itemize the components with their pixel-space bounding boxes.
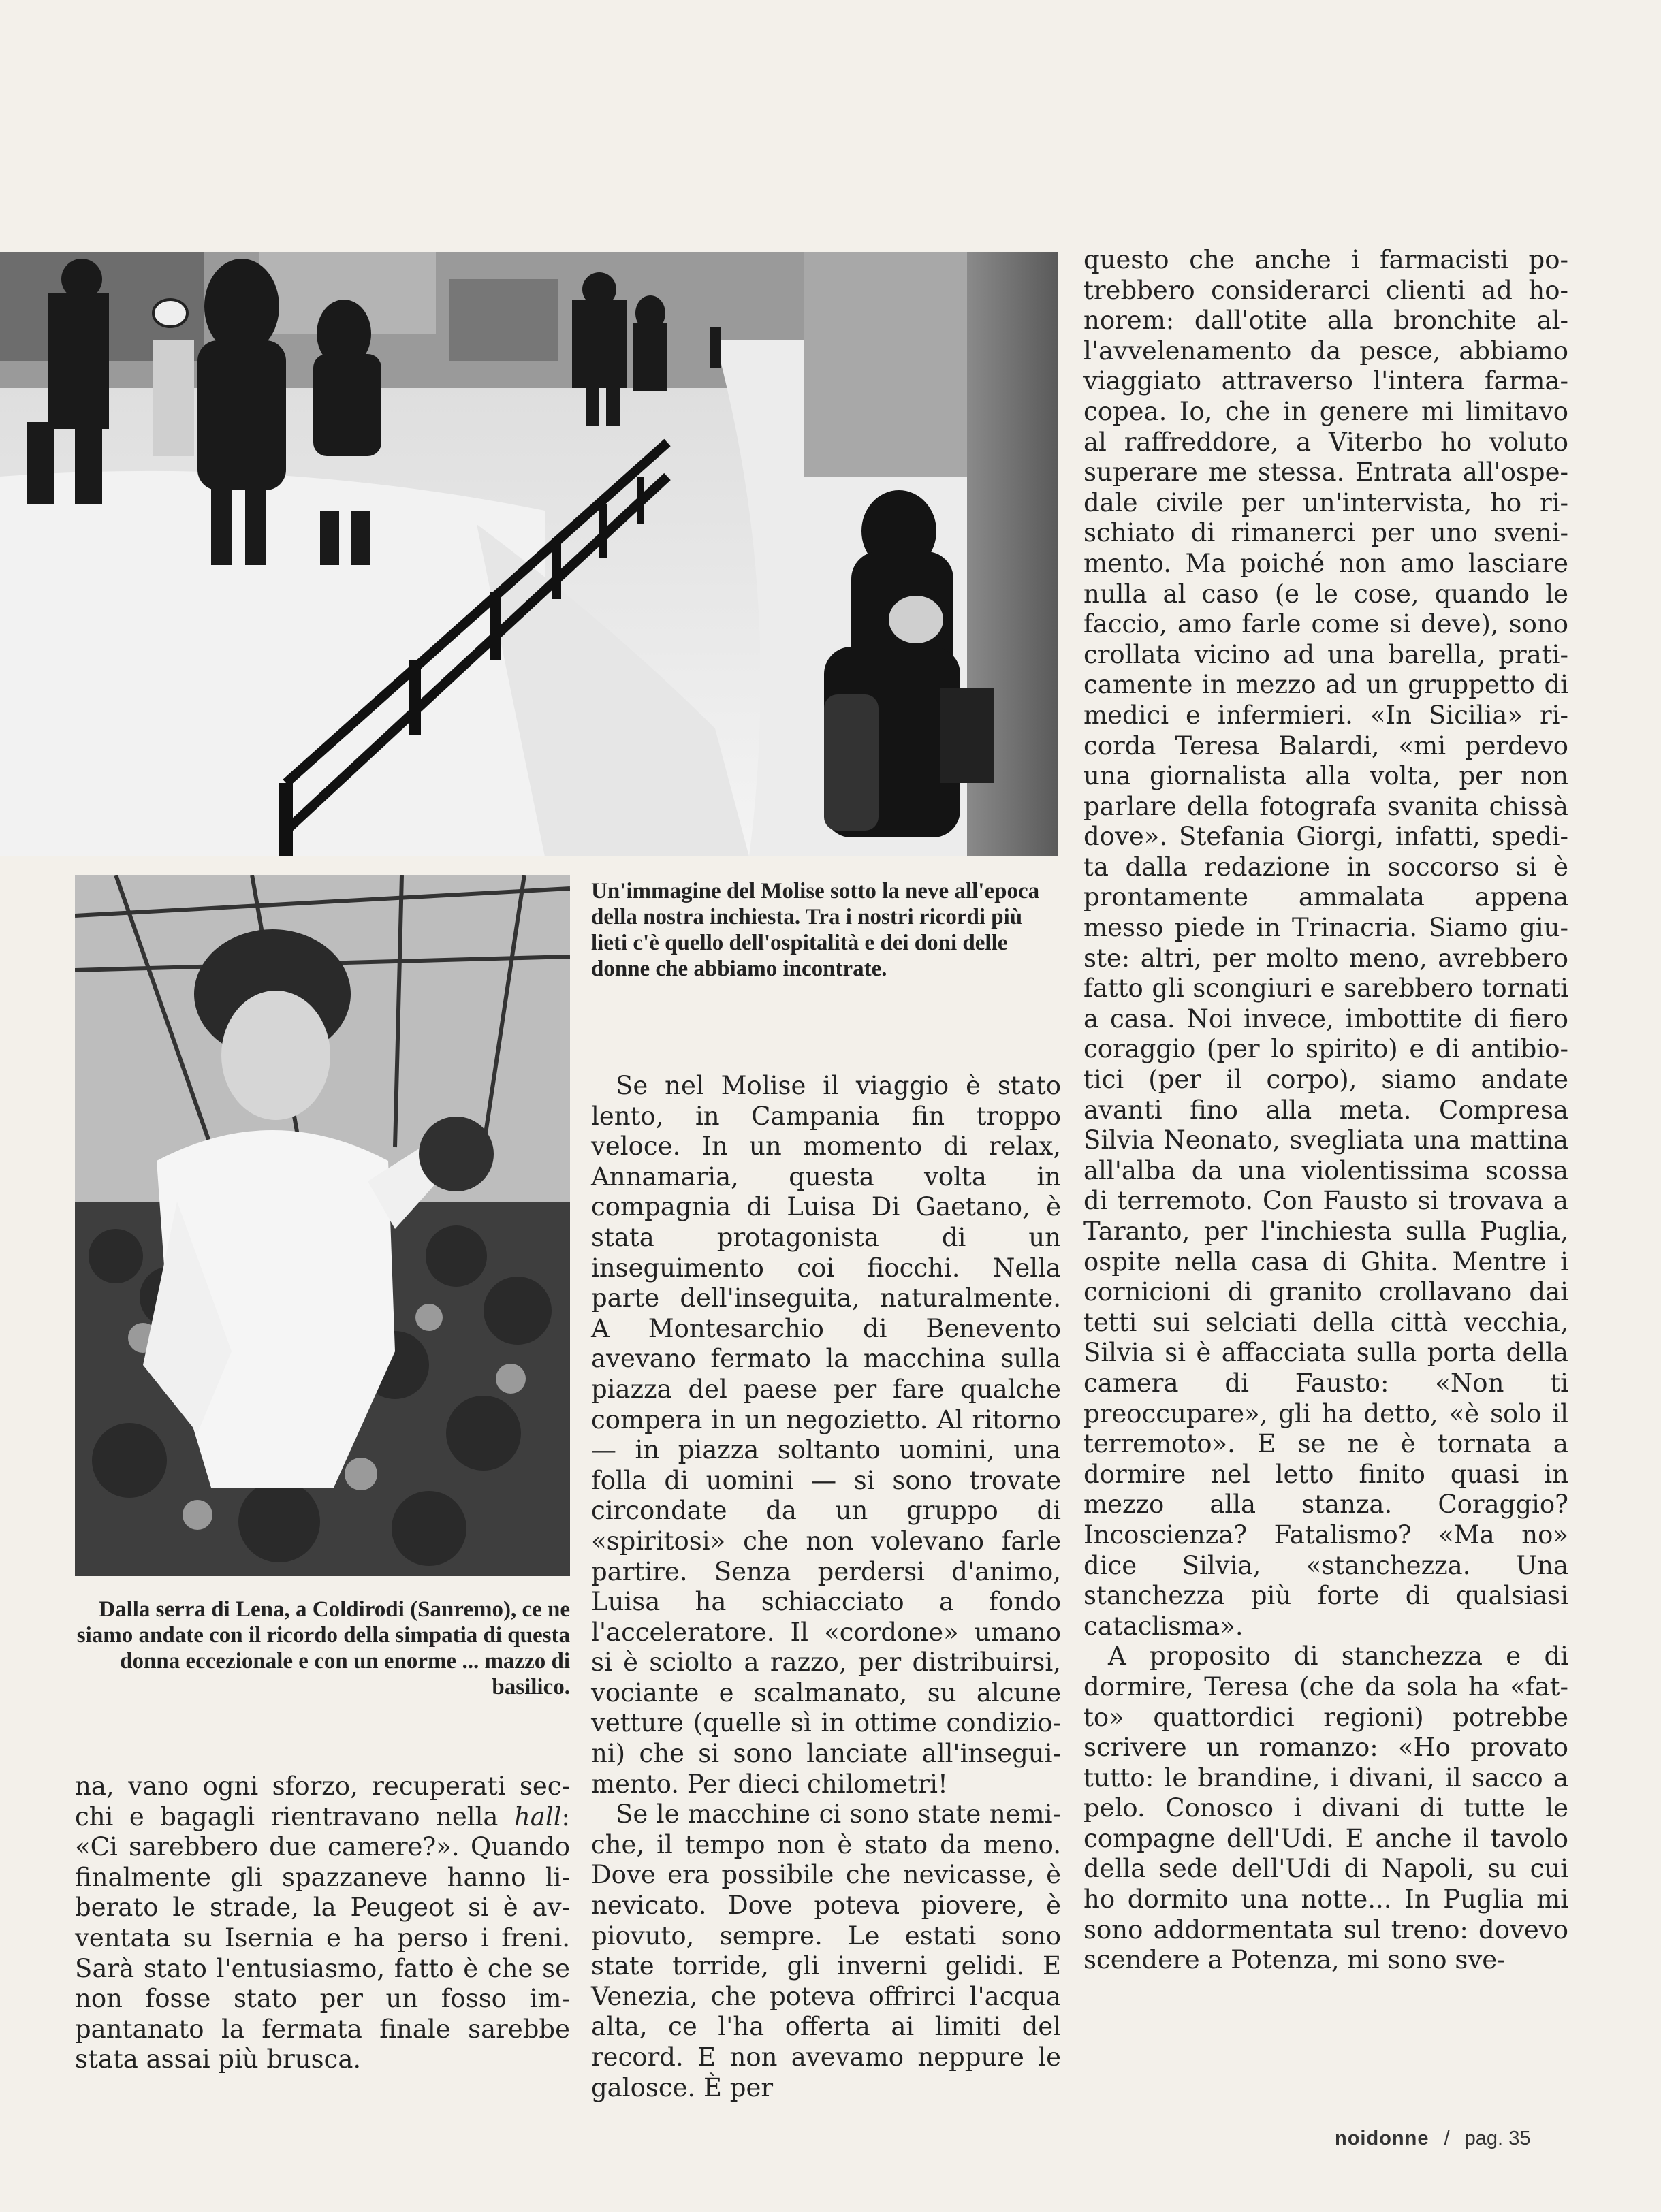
middle-paragraph-2: Se le macchine ci sono state nemiche, il tempo non è stato da meno. Dove era possibile che nevicasse, è nevicato. Dove poteva piovere, è piovuto, sempre. Le estati sono state torride, gli inverni gelidi. E Venezia, che poteva offrirci l'acqua alta, ce l'ha offerta ai limiti del record. E non avevamo neppure le galosce. È per	[591, 1799, 1061, 2102]
page-footer	[1335, 2128, 1580, 2150]
column-left	[75, 1772, 570, 2075]
caption-molise	[591, 878, 1061, 982]
greenhouse-illustration	[75, 875, 570, 1576]
photo-greenhouse	[75, 875, 570, 1576]
right-paragraph-1: questo che anche i farmacisti potrebbero considerarci clienti ad honorem: dall'otite alla bronchite all'avvelenamento da pesce, abbiamo viaggiato attraverso l'intera farmacopea. Io, che in genere mi limitavo al raffreddore, a Viterbo ho voluto superare me stessa. Entrata all'ospedale civile per un'intervista, ho rischiato di rimanerci per uno svenimento. Ma poiché non amo lasciare nulla al caso (e le cose, quando le faccio, amo farle come si deve), sono crollata vicino ad una barella, praticamente in mezzo ad un gruppetto di medici e infermieri. «In Sicilia» ricorda Teresa Balardi, «mi perdevo una giornalista alla volta, per non parlare della fotografa svanita chissà dove». Stefania Giorgi, infatti, spedita dalla redazione in soccorso si è prontamente ammalata appena messo piede in Trinacria. Siamo giuste: altri, per molto meno, avrebbero fatto gli scongiuri e sarebbero tornati a casa. Noi invece, imbottite di fiero coraggio (per lo spirito) e di antibiotici (per il corpo), siamo andate avanti fino alla meta. Compresa Silvia Neonato, svegliata una mattina all'alba da una violentissima scossa di terremoto. Con Fausto si trovava a Taranto, per l'inchiesta sulla Puglia, ospite nella casa di Ghita. Mentre i cornicioni di granito crollavano dai tetti sui selciati della città vecchia, Silvia si è affacciata sulla porta della camera di Fausto: «Non ti preoccupare», gli ha detto, «è solo il terremoto». E se ne è tornata a dormire nel letto finito quasi in mezzo alla stanza. Coraggio? Incoscienza? Fatalismo? «Ma no» dice Silvia, «stanchezza. Una stanchezza più forte di qualsiasi cataclisma».	[1083, 245, 1568, 1641]
photo-molise-snow	[0, 252, 1058, 856]
page-label: pag.	[1464, 2128, 1504, 2149]
footer-separator: /	[1444, 2128, 1450, 2149]
caption-serra	[75, 1597, 570, 1700]
column-right	[1083, 245, 1568, 1976]
caption-molise-text: Un'immagine del Molise sotto la neve all'epoca della nostra inchiesta. Tra i nostri ricordi più lieti c'è quello dell'ospitalità e dei doni delle donne che abbiamo incontrate.	[591, 879, 1040, 981]
left-text-b: : «Ci sarebbero due camere?». Quando finalmente gli spazzaneve hanno liberato le strade, la Peugeot si è avventata su Isernia e ha perso i freni. Sarà stato l'entusiasmo, fatto è che se non fosse stato per un fosso impantanato la fermata finale sarebbe stata assai più brusca.	[75, 1801, 570, 2074]
middle-paragraph-1: Se nel Molise il viaggio è stato lento, in Campania fin troppo veloce. In un momento di relax, Annamaria, questa volta in compagnia di Luisa Di Gaetano, è stata protagonista di un inseguimento coi fiocchi. Nella parte dell'inseguita, naturalmente. A Montesarchio di Benevento avevano fermato la macchina sulla piazza del paese per fare qualche compera in un negozietto. Al ritorno — in piazza soltanto uomini, una folla di uomini — si sono trovate circondate da un gruppo di «spiritosi» che non volevano farle partire. Senza perdersi d'animo, Luisa ha schiacciato a fondo l'acceleratore. Il «cordone» umano si è sciolto a razzo, per distribuirsi, vociante e scalmanato, su alcune vetture (quelle sì in ottime condizioni) che si sono lanciate all'inseguimento. Per dieci chilometri!	[591, 1071, 1061, 1799]
caption-serra-text: Dalla serra di Lena, a Coldirodi (Sanremo), ce ne siamo andate con il ricordo della simpatia di questa donna eccezionale e con un enorme ... mazzo di basilico.	[76, 1597, 570, 1699]
snow-scene-illustration	[0, 252, 1058, 856]
page-number: 35	[1508, 2128, 1531, 2149]
column-middle	[591, 1071, 1061, 2103]
left-text-hall: hall	[513, 1801, 562, 1831]
left-text-a: na, vano ogni sforzo, recuperati secchi e bagagli rientravano nella	[75, 1772, 570, 1831]
right-paragraph-2: A proposito di stanchezza e di dormire, Teresa (che da sola ha «fatto» quattordici regioni) potrebbe scrivere un romanzo: «Ho provato tutto: le brandine, i divani, il sacco a pelo. Conosco i divani di tutte le compagne dell'Udi. E anche il tavolo della sede dell'Udi di Napoli, su cui ho dormito una notte... In Puglia mi sono addormentata sul treno: dovevo scendere a Potenza, mi sono sve-	[1083, 1641, 1568, 1975]
magazine-brand: noidonne	[1335, 2128, 1429, 2149]
left-paragraph	[75, 1772, 570, 2075]
